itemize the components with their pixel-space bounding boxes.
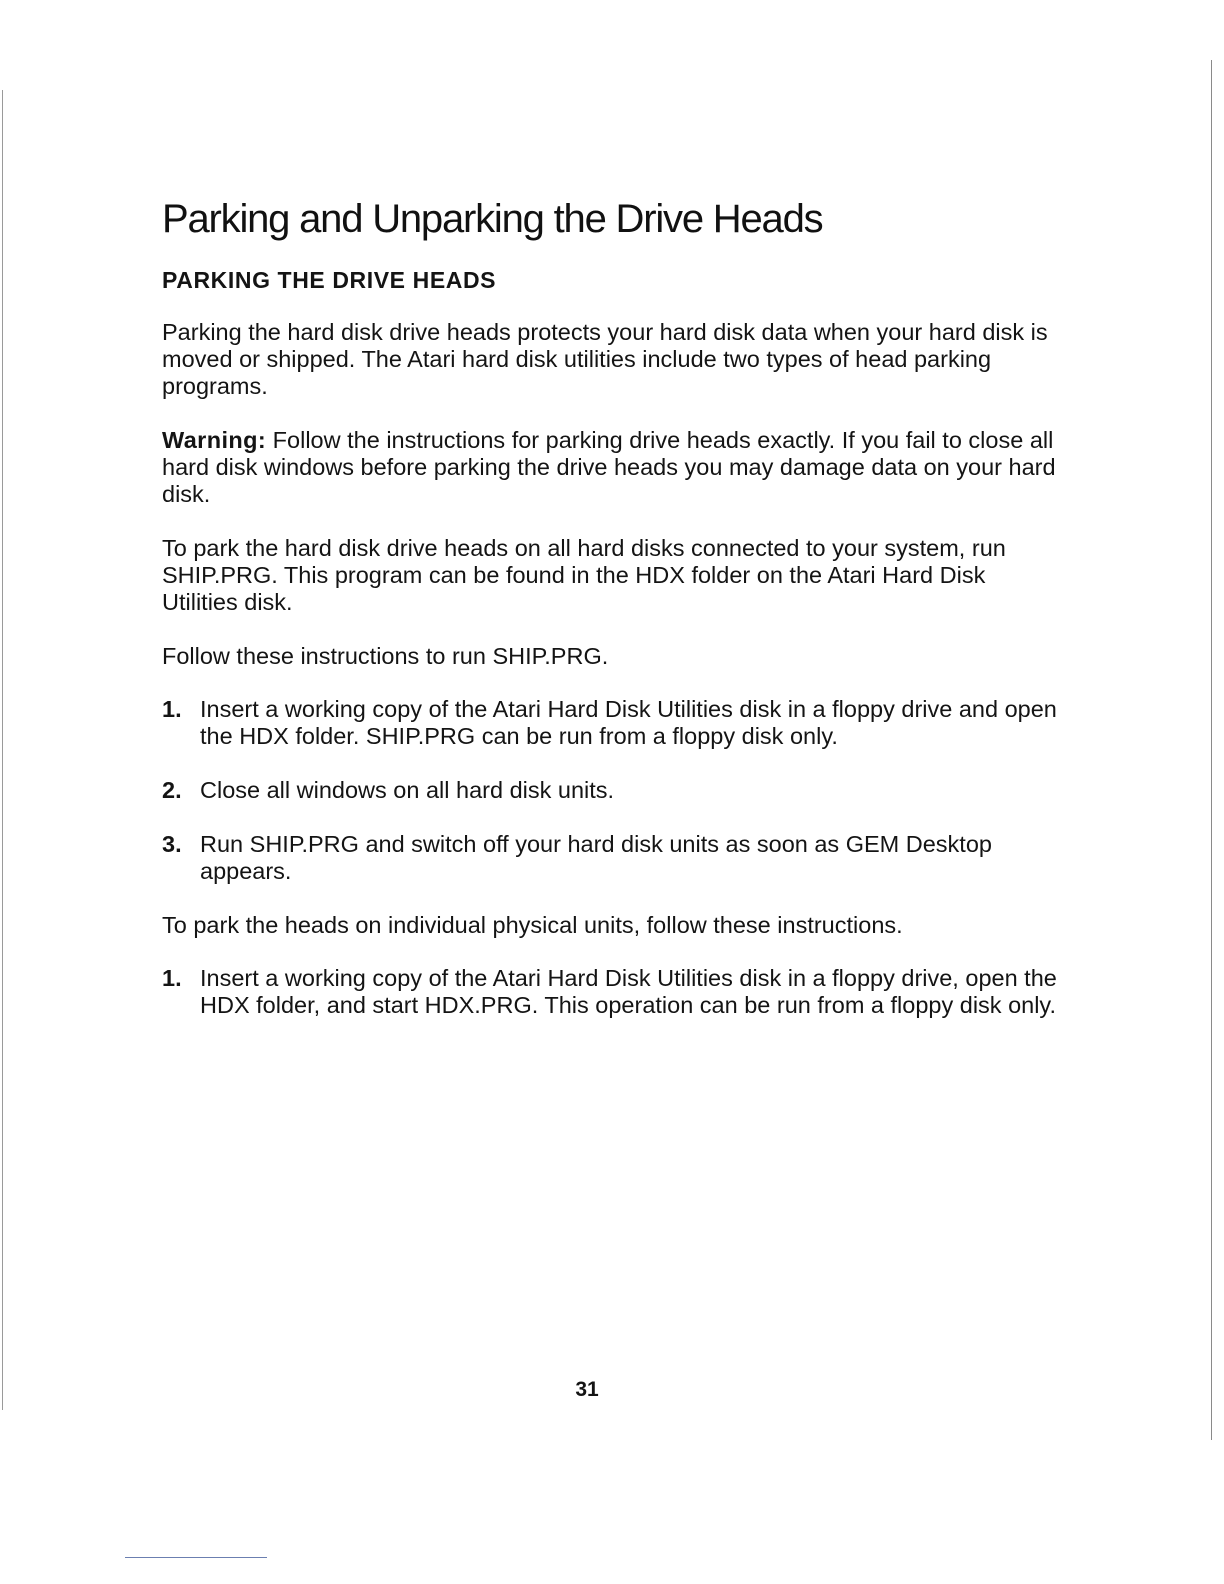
- section-heading: PARKING THE DRIVE HEADS: [162, 267, 497, 293]
- list-item: [162, 965, 1062, 1019]
- step-text: Insert a working copy of the Atari Hard Disk Utilities disk in a floppy drive and open the HDX folder. SHIP.PRG can be run from a floppy disk only.: [200, 696, 1057, 749]
- warning-paragraph: [162, 427, 1062, 508]
- step-number: 1.: [162, 696, 182, 722]
- park-all-paragraph: To park the hard disk drive heads on all hard disks connected to your system, run SHIP.PRG. This program can be found in the HDX folder on the Atari Hard Disk Utilities disk.: [162, 535, 1006, 615]
- page-content: [162, 193, 1062, 1046]
- individual-paragraph: To park the heads on individual physical units, follow these instructions.: [162, 912, 903, 938]
- scan-corner-mark: [125, 1557, 267, 1558]
- scan-edge-right: [1211, 60, 1212, 1440]
- list-item: [162, 696, 1062, 750]
- list-item: [162, 831, 1062, 885]
- step-text: Close all windows on all hard disk units.: [200, 777, 615, 803]
- intro-paragraph: Parking the hard disk drive heads protects your hard disk data when your hard disk is moved or shipped. The Atari hard disk utilities include two types of head parking programs.: [162, 319, 1048, 399]
- step-number: 3.: [162, 831, 182, 857]
- list-item: [162, 777, 1062, 804]
- step-text: Run SHIP.PRG and switch off your hard disk units as soon as GEM Desktop appears.: [200, 831, 992, 884]
- individual-steps-list: [162, 965, 1062, 1019]
- warning-label: Warning:: [162, 427, 267, 453]
- ship-steps-list: [162, 696, 1062, 885]
- page-number: 31: [575, 1378, 599, 1401]
- follow-paragraph: Follow these instructions to run SHIP.PRG.: [162, 643, 609, 669]
- page-title: Parking and Unparking the Drive Heads: [162, 197, 823, 241]
- step-number: 1.: [162, 965, 182, 991]
- scan-edge-left: [2, 90, 3, 1410]
- warning-text: Follow the instructions for parking drive heads exactly. If you fail to close all hard disk windows before parking the drive heads you may damage data on your hard disk.: [162, 427, 1056, 507]
- step-number: 2.: [162, 777, 182, 803]
- step-text: Insert a working copy of the Atari Hard Disk Utilities disk in a floppy drive, open the HDX folder, and start HDX.PRG. This operation can be run from a floppy disk only.: [200, 965, 1057, 1018]
